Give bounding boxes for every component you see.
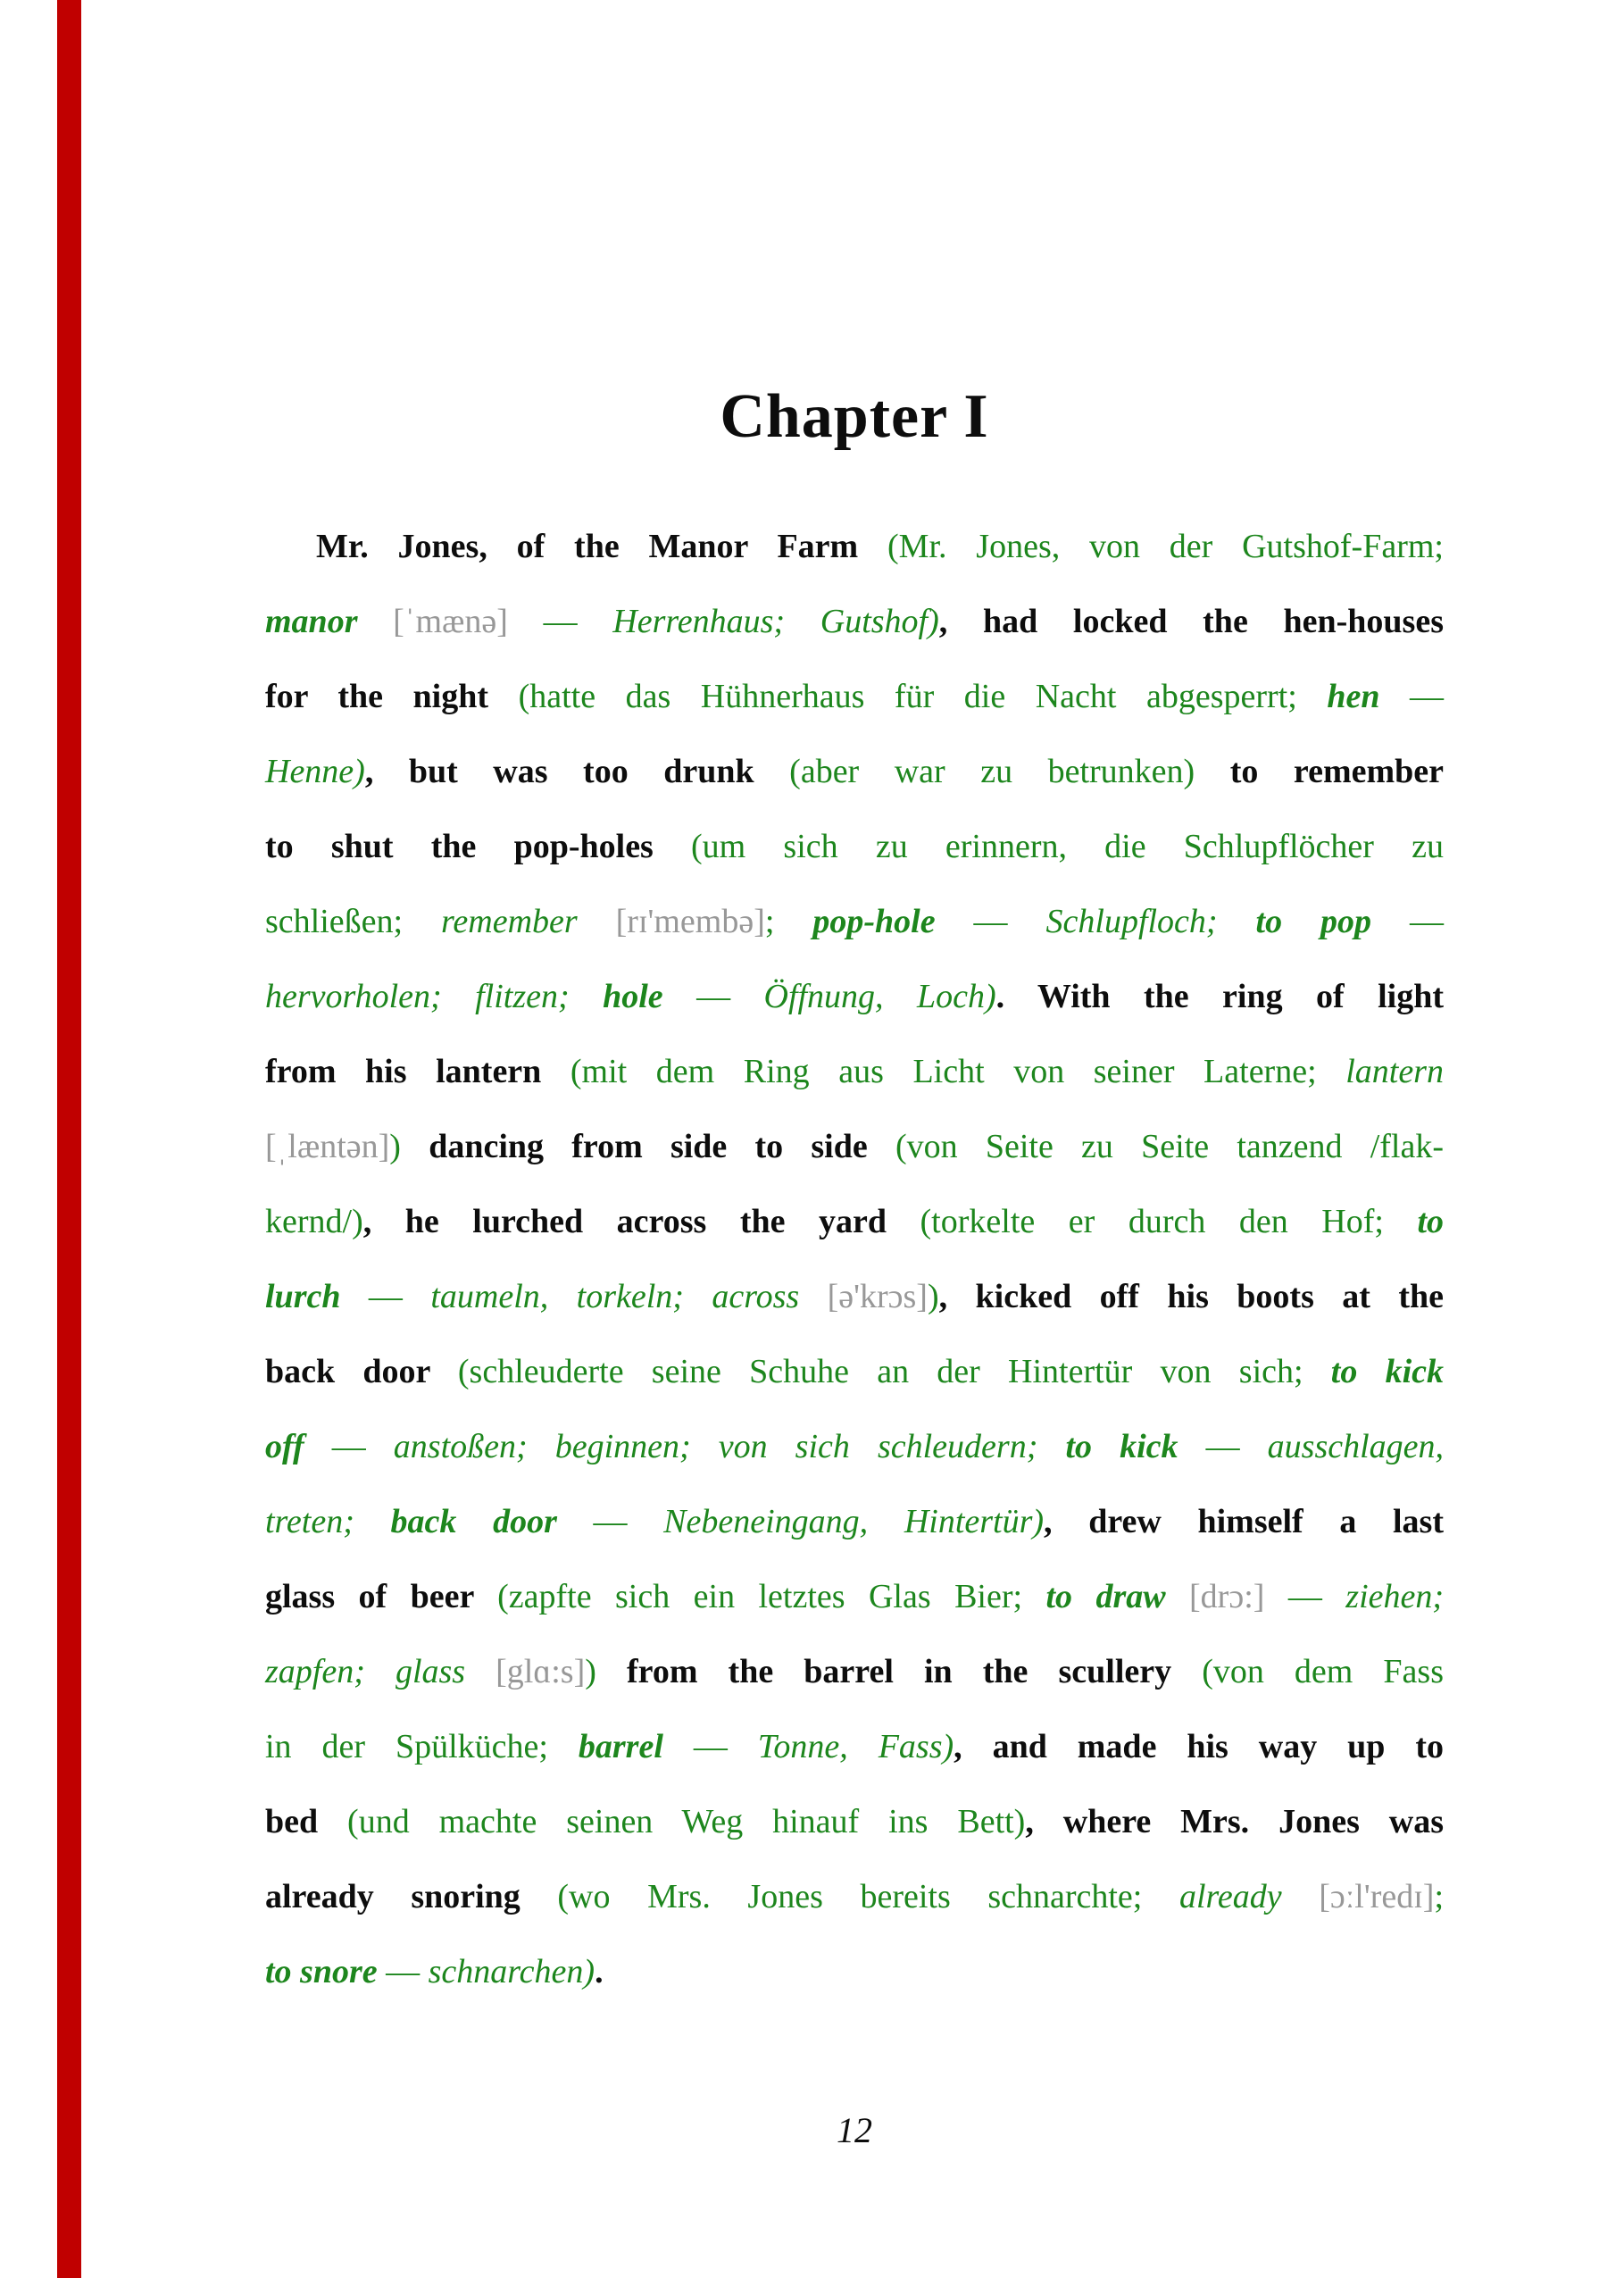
bookmark-ribbon-bar	[57, 0, 81, 2278]
text-run-g: (von Seite zu Seite tanzend /flak-	[895, 1128, 1445, 1165]
text-line	[265, 1409, 1444, 1484]
text-run-gbi: to	[1417, 1203, 1444, 1240]
text-run-ph: [ˈmænə]	[393, 603, 544, 640]
text-run-gi: Nebeneingang, Hintertür)	[663, 1503, 1045, 1540]
text-run-g: —	[1205, 1428, 1268, 1465]
text-line	[265, 1259, 1444, 1334]
text-run-en: . With the ring of light	[995, 978, 1444, 1015]
text-line	[265, 1184, 1444, 1259]
text-run-en: dancing from side to side	[429, 1128, 895, 1165]
text-run-gi: taumeln, torkeln; across	[430, 1278, 828, 1315]
text-run-g: ;	[764, 903, 813, 940]
text-line	[265, 809, 1444, 884]
text-line	[265, 509, 1444, 584]
text-run-gbi: pop-hole	[812, 903, 974, 940]
text-run-en: , and made his way up to	[954, 1728, 1445, 1765]
text-run-gi: treten;	[265, 1503, 391, 1540]
text-run-ph: [rɪ'membə]	[615, 903, 765, 940]
text-run-en: , had locked the hen-houses	[938, 603, 1444, 640]
text-run-g: in der Spülküche;	[265, 1728, 579, 1765]
text-run-ph: [glɑ:s]	[496, 1653, 586, 1690]
text-run-g: (und machte seinen Weg hinauf ins Bett)	[347, 1803, 1026, 1840]
text-run-g: (hatte das Hühnerhaus für die Nacht abgesperrt;	[518, 678, 1328, 715]
text-run-gi: Schlupfloch;	[1045, 903, 1256, 940]
text-run-gbi: barrel	[578, 1728, 694, 1765]
paragraph	[265, 509, 1444, 2009]
text-run-gbi: to kick	[1065, 1428, 1206, 1465]
text-run-en: bed	[265, 1803, 348, 1840]
text-run-gi: anstoßen; beginnen; von sich schleudern;	[393, 1428, 1066, 1465]
text-run-g: kernd/)	[265, 1203, 363, 1240]
text-run-en: already snoring	[265, 1878, 558, 1915]
text-run-gi: remember	[441, 903, 616, 940]
text-run-gi: Henne)	[265, 753, 365, 790]
page-number: 12	[837, 2110, 872, 2150]
text-run-ph: [drɔ:]	[1189, 1578, 1288, 1615]
text-run-en: to shut the pop-holes	[265, 828, 692, 865]
text-run-en: , kicked off his boots at the	[938, 1278, 1444, 1315]
text-run-g: (schleuderte seine Schuhe an der Hintertür von sich;	[457, 1353, 1331, 1390]
text-line	[265, 1109, 1444, 1184]
text-line	[265, 1859, 1444, 1934]
text-run-g: —	[593, 1503, 664, 1540]
text-run-en: , drew himself a last	[1044, 1503, 1444, 1540]
text-run-g: )	[389, 1128, 429, 1165]
text-run-gi: schnarchen)	[428, 1953, 595, 1990]
text-run-gi: hervorholen; flitzen;	[265, 978, 604, 1015]
text-run-gi: zapfen; glass	[265, 1653, 496, 1690]
text-run-g: (wo Mrs. Jones bereits schnarchte;	[557, 1878, 1179, 1915]
text-run-gbi: to kick	[1330, 1353, 1444, 1390]
text-run-g: (mit dem Ring aus Licht von seiner Laterne;	[570, 1053, 1346, 1090]
text-run-gbi: hen	[1327, 678, 1410, 715]
text-run-g: schließen;	[265, 903, 442, 940]
text-run-en: , where Mrs. Jones was	[1025, 1803, 1444, 1840]
text-run-gi: Öffnung, Loch)	[763, 978, 996, 1015]
text-run-g: —	[973, 903, 1046, 940]
text-run-g: (von dem Fass	[1202, 1653, 1444, 1690]
text-run-en: to remember	[1229, 753, 1444, 790]
text-run-g: (aber war zu betrunken)	[789, 753, 1230, 790]
text-line	[265, 1784, 1444, 1859]
text-run-gi: ziehen;	[1345, 1578, 1445, 1615]
text-run-en: for the night	[265, 678, 519, 715]
text-run-gbi: manor	[265, 603, 394, 640]
text-run-g: (um sich zu erinnern, die Schlupflöcher zu	[691, 828, 1444, 865]
text-run-g: —	[1410, 903, 1445, 940]
text-run-en: glass of beer	[265, 1578, 498, 1615]
text-run-g: )	[585, 1653, 627, 1690]
text-run-en: .	[595, 1953, 604, 1990]
text-run-g: —	[386, 1953, 429, 1990]
text-run-g: (Mr. Jones, von der Gutshof-Farm;	[887, 528, 1444, 565]
text-line	[265, 1559, 1444, 1634]
text-line	[265, 1934, 1444, 2009]
text-run-gbi: to pop	[1255, 903, 1411, 940]
text-run-en: from the barrel in the scullery	[626, 1653, 1203, 1690]
text-run-en: back door	[265, 1353, 458, 1390]
text-run-g: —	[693, 1728, 758, 1765]
text-line	[265, 659, 1444, 734]
text-run-gi: Herrenhaus; Gutshof)	[612, 603, 939, 640]
text-run-gi: lantern	[1345, 1053, 1444, 1090]
text-line	[265, 1709, 1444, 1784]
chapter-title: Chapter I	[720, 381, 989, 451]
text-run-en: from his lantern	[265, 1053, 570, 1090]
text-run-en: Mr. Jones, of the Manor Farm	[316, 528, 887, 565]
text-run-gi: Tonne, Fass)	[757, 1728, 954, 1765]
text-run-gbi: lurch	[265, 1278, 369, 1315]
text-line	[265, 959, 1444, 1034]
text-run-g: —	[543, 603, 613, 640]
text-run-ph: [ɔːl'redɪ]	[1319, 1878, 1435, 1915]
text-run-ph: [ˌlæntən]	[265, 1128, 390, 1165]
text-run-ph: [ə'krɔs]	[827, 1278, 928, 1315]
text-line	[265, 734, 1444, 809]
text-run-en: , he lurched across the yard	[362, 1203, 920, 1240]
text-run-g: (zapfte sich ein letztes Glas Bier;	[497, 1578, 1046, 1615]
text-run-g: (torkelte er durch den Hof;	[920, 1203, 1418, 1240]
text-run-gbi: back door	[390, 1503, 594, 1540]
text-run-gbi: off	[265, 1428, 332, 1465]
text-line	[265, 1334, 1444, 1409]
text-run-en: , but was too drunk	[364, 753, 790, 790]
text-run-gi: already	[1178, 1878, 1320, 1915]
text-line	[265, 1484, 1444, 1559]
text-run-g: ;	[1434, 1878, 1444, 1915]
text-run-gbi: to draw	[1045, 1578, 1190, 1615]
text-run-gbi: to snore	[265, 1953, 387, 1990]
text-run-g: —	[1410, 678, 1444, 715]
text-run-gbi: hole	[603, 978, 697, 1015]
text-line	[265, 1034, 1444, 1109]
text-line	[265, 884, 1444, 959]
text-run-g: —	[331, 1428, 394, 1465]
text-run-g: )	[927, 1278, 939, 1315]
text-run-gi: ausschlagen,	[1267, 1428, 1445, 1465]
text-run-g: —	[1287, 1578, 1346, 1615]
text-line	[265, 584, 1444, 659]
text-run-g: —	[696, 978, 764, 1015]
text-run-g: —	[368, 1278, 431, 1315]
text-line	[265, 1634, 1444, 1709]
